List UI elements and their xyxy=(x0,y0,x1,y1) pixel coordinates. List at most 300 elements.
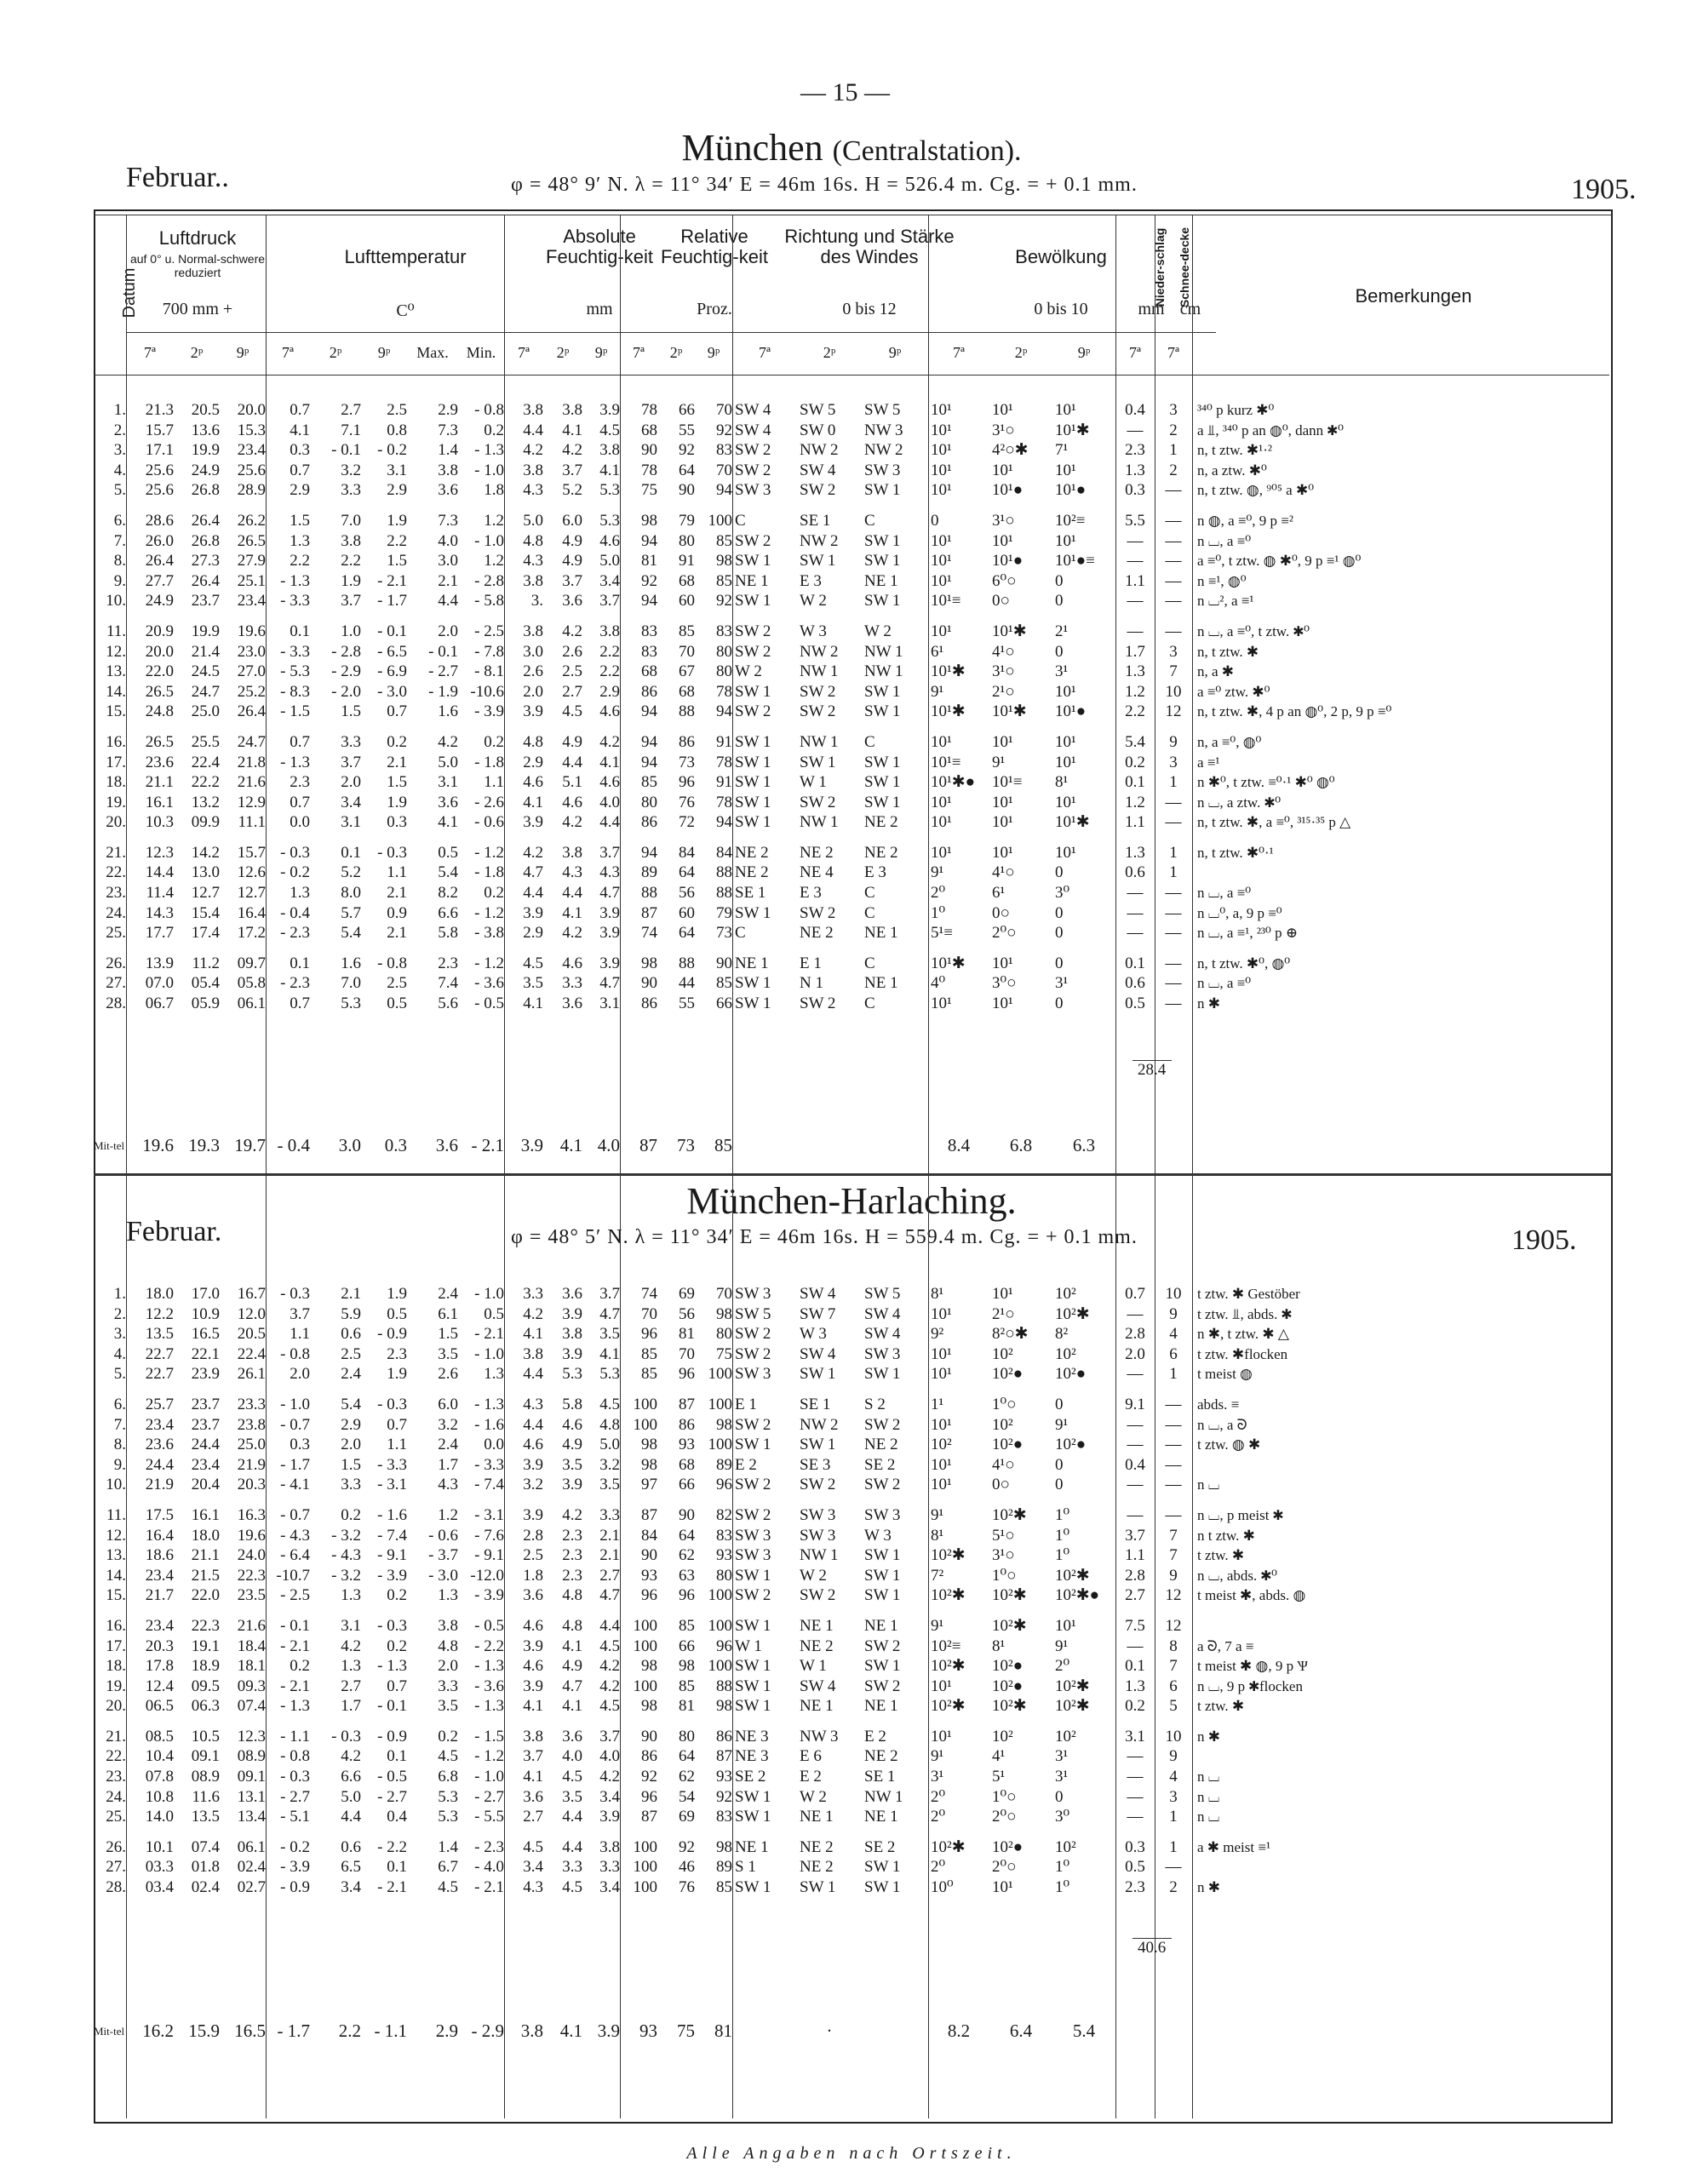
mittel-cell: 6.4 xyxy=(1009,2021,1033,2041)
table-cell: 1.2 xyxy=(484,511,504,530)
table-cell: SW 2 xyxy=(735,531,771,550)
table-cell: t ztw. ⫫, abds. ✱ xyxy=(1197,1305,1293,1322)
table-cell: 86 xyxy=(641,682,657,701)
table-cell: 23.4 xyxy=(237,441,266,460)
subheader-t2: 2ᵖ xyxy=(1014,344,1028,361)
table-cell: 3.8 xyxy=(523,401,543,419)
table-cell: - 0.5 xyxy=(377,1768,407,1786)
table-cell: 24.7 xyxy=(237,732,266,751)
table-cell: 6¹ xyxy=(992,884,1006,903)
table-cell: 10¹≡ xyxy=(931,753,961,771)
table-cell: 92 xyxy=(679,1837,695,1856)
table-cell: - 0.6 xyxy=(428,1526,458,1545)
table-cell: SE 2 xyxy=(864,1837,896,1856)
table-row xyxy=(94,1324,1584,1344)
table-cell: n ⌴ xyxy=(1197,1476,1220,1493)
table-cell: 3.7 xyxy=(599,1285,620,1303)
table-cell: 0.7 xyxy=(1125,1285,1145,1303)
table-cell: - 5.8 xyxy=(474,592,504,610)
table-cell: 12.9 xyxy=(237,793,266,811)
table-cell: 19. xyxy=(106,793,126,811)
table-cell: NW 3 xyxy=(800,1727,839,1745)
table-cell: - 1.2 xyxy=(474,954,504,972)
table-cell: — xyxy=(1127,1787,1144,1806)
table-cell: 0.1 xyxy=(290,622,310,640)
table-cell: SW 2 xyxy=(735,461,771,479)
table-cell: n, t ztw. ✱¹·² xyxy=(1197,442,1273,459)
table-cell: 4.1 xyxy=(523,1768,543,1786)
table-cell: 2.4 xyxy=(438,1436,458,1454)
table-cell: n, t ztw. ◍, ⁹⁰⁵ a ✱⁰ xyxy=(1197,482,1315,499)
table-cell: 18.6 xyxy=(145,1546,174,1565)
table-row xyxy=(94,1677,1584,1697)
table-cell: 2⁰ xyxy=(931,1787,946,1806)
table-cell: 2.5 xyxy=(387,401,407,419)
table-cell: SE 2 xyxy=(735,1768,766,1786)
table-row xyxy=(94,1837,1584,1858)
table-row xyxy=(94,702,1584,722)
table-cell: 24.4 xyxy=(145,1455,174,1474)
table-cell: 4.8 xyxy=(523,732,543,751)
table-row xyxy=(94,1475,1584,1495)
table-cell: NW 1 xyxy=(800,662,839,681)
table-cell: 26.8 xyxy=(191,531,220,550)
table-cell: 24.7 xyxy=(191,682,220,701)
table-cell: a ᘐ, 7 a ≡ xyxy=(1197,1637,1254,1654)
table-cell: 0.5 xyxy=(438,843,458,862)
table-cell: 4.5 xyxy=(438,1878,458,1897)
table-cell: 10.9 xyxy=(191,1304,220,1323)
table-cell: n ✱ xyxy=(1197,1879,1220,1896)
table-cell: SW 1 xyxy=(735,1878,771,1897)
table-cell: n ⌴ xyxy=(1197,1809,1220,1826)
table-cell: 1⁰ xyxy=(1055,1858,1070,1877)
table-cell: — xyxy=(1165,1858,1182,1877)
mittel-cell xyxy=(732,1136,797,1156)
table-cell: 4.4 xyxy=(523,1365,543,1384)
table-cell: SW 1 xyxy=(864,773,901,792)
table-cell: 10¹ xyxy=(992,813,1013,832)
table-cell: 23.3 xyxy=(237,1395,266,1413)
table-cell: SW 1 xyxy=(800,753,836,771)
table-cell: SW 2 xyxy=(800,481,836,500)
table-cell: 0.4 xyxy=(1125,1455,1145,1474)
table-cell: 9¹ xyxy=(1055,1415,1069,1434)
table-cell: 2.9 xyxy=(523,753,543,771)
table-cell: NE 2 xyxy=(800,924,834,943)
table-cell: 25.5 xyxy=(191,732,220,751)
table-cell: 1.8 xyxy=(484,481,504,500)
mittel-cell: 0.3 xyxy=(384,1136,407,1155)
mittel-cell xyxy=(1192,1136,1584,1156)
table-cell: — xyxy=(1165,511,1182,530)
table-cell: 21.8 xyxy=(237,753,266,771)
table-cell: 2.3 xyxy=(290,773,310,792)
table-cell: 6.6 xyxy=(438,903,458,922)
row-gap xyxy=(94,833,1584,843)
table-cell: 9¹ xyxy=(931,682,944,701)
table-cell: 4.8 xyxy=(523,531,543,550)
table-cell: 3.1 xyxy=(1125,1727,1145,1745)
table-cell: 9¹ xyxy=(931,1616,944,1635)
table-cell: 1⁰ xyxy=(931,903,946,922)
table-cell: - 4.3 xyxy=(280,1526,310,1545)
table-cell: 85 xyxy=(679,1616,695,1635)
table-cell: 3.0 xyxy=(438,552,458,570)
table-cell: 3.4 xyxy=(599,1787,620,1806)
table-cell: NE 1 xyxy=(800,1697,834,1716)
table-cell: 4.6 xyxy=(523,1657,543,1676)
table-cell: 10.3 xyxy=(145,813,174,832)
table-cell: 3.6 xyxy=(562,592,582,610)
table-cell: - 0.1 xyxy=(377,622,407,640)
table-cell: — xyxy=(1165,1436,1182,1454)
table-cell: 4.2 xyxy=(562,441,582,460)
table-cell: 2.8 xyxy=(1125,1566,1145,1585)
table-cell: 23. xyxy=(106,884,126,903)
table-cell: 0.1 xyxy=(1125,954,1145,972)
table-cell: NE 3 xyxy=(735,1747,769,1766)
table-cell: 3.9 xyxy=(523,702,543,721)
table-cell: 4.0 xyxy=(562,1747,582,1766)
table-cell: 85 xyxy=(679,1677,695,1695)
header-niederschlag: Nieder-schlag xyxy=(1153,227,1167,307)
table-cell: 3.7 xyxy=(562,461,582,479)
table-cell: 12.4 xyxy=(145,1677,174,1695)
table-cell: 16. xyxy=(106,1616,126,1635)
table-cell: 2.3 xyxy=(387,1344,407,1363)
table-cell: 92 xyxy=(641,571,657,590)
table-cell: 0 xyxy=(1055,954,1064,972)
table-cell: 78 xyxy=(716,793,732,811)
table-cell: 62 xyxy=(679,1546,695,1565)
table-row xyxy=(94,1455,1584,1476)
table-cell: - 3.3 xyxy=(280,592,310,610)
table-cell: 3.8 xyxy=(438,461,458,479)
mittel-cell: - 2.9 xyxy=(471,2021,504,2041)
table-cell: 85 xyxy=(716,1878,732,1897)
table-cell: 9.1 xyxy=(1125,1395,1145,1413)
table-cell: 10¹ xyxy=(931,401,952,419)
table-cell: 78 xyxy=(716,753,732,771)
table-cell: 3.8 xyxy=(523,571,543,590)
table-cell: 2.3 xyxy=(562,1526,582,1545)
table-cell: 0○ xyxy=(992,903,1010,922)
mittel-cell: 85 xyxy=(714,1136,732,1155)
table-cell: 0.1 xyxy=(341,843,361,862)
table-cell: 0.2 xyxy=(290,1657,310,1676)
table-cell: - 1.3 xyxy=(377,1657,407,1676)
mittel-cell: 75 xyxy=(677,2021,695,2041)
table-cell: 55 xyxy=(679,421,695,439)
table-row xyxy=(94,883,1584,903)
header-rel-feucht: Relative Feuchtig-keit xyxy=(661,226,768,267)
table-cell: 88 xyxy=(716,863,732,882)
table-cell: 18.0 xyxy=(191,1526,220,1545)
table-cell: 3.3 xyxy=(599,1505,620,1524)
table-cell: 1. xyxy=(113,1285,126,1303)
table-cell: — xyxy=(1127,903,1144,922)
table-cell: 5.3 xyxy=(562,1365,582,1384)
table-cell: — xyxy=(1127,1476,1144,1494)
table-cell: E 1 xyxy=(735,1395,757,1413)
table-cell: — xyxy=(1127,622,1144,640)
table-cell: 21.5 xyxy=(191,1566,220,1585)
subheader-max: Max. xyxy=(416,344,449,361)
table-cell: 17.2 xyxy=(237,924,266,943)
table-cell: 10¹ xyxy=(1055,461,1076,479)
table-cell: 6. xyxy=(113,511,126,530)
table-cell: 86 xyxy=(641,1747,657,1766)
table-cell: 90 xyxy=(716,954,732,972)
table-cell: NE 1 xyxy=(864,1616,898,1635)
table-cell: 0.5 xyxy=(1125,1858,1145,1877)
table-row xyxy=(94,480,1584,501)
table-cell: E 2 xyxy=(864,1727,886,1745)
table-cell: 10¹ xyxy=(931,1415,952,1434)
table-cell: 1.3 xyxy=(1125,662,1145,681)
table-cell: - 0.9 xyxy=(377,1727,407,1745)
table-cell: 3.9 xyxy=(562,1304,582,1323)
table-cell: 25.2 xyxy=(237,682,266,701)
table-cell: 100 xyxy=(633,1837,657,1856)
header-bew-unit: 0 bis 10 xyxy=(1034,300,1088,318)
table-cell: 1.6 xyxy=(341,954,361,972)
table-cell: 14. xyxy=(106,682,126,701)
table-cell: 9¹ xyxy=(992,753,1006,771)
table-cell: 23.4 xyxy=(145,1415,174,1434)
table-cell: 4.6 xyxy=(523,1436,543,1454)
table-cell: 26.4 xyxy=(191,571,220,590)
table-cell: 11.4 xyxy=(146,884,174,903)
table-cell: 0.7 xyxy=(290,732,310,751)
table-cell: 4. xyxy=(113,1344,126,1363)
table-cell: 73 xyxy=(716,924,732,943)
table-cell: 98 xyxy=(641,1455,657,1474)
table-cell: E 6 xyxy=(800,1747,822,1766)
header-nied-unit: mm xyxy=(1138,300,1165,318)
table-cell: 3⁰○ xyxy=(992,974,1017,993)
table-cell: 10¹ xyxy=(1055,732,1076,751)
table-cell: SW 4 xyxy=(800,1285,836,1303)
table-cell: 100 xyxy=(633,1637,657,1655)
mittel-row-1 xyxy=(94,1136,1584,1156)
table-cell: 1.0 xyxy=(341,622,361,640)
mittel-cell: 16.5 xyxy=(234,2021,266,2041)
table-cell: SW 1 xyxy=(735,682,771,701)
table-cell: 2.5 xyxy=(341,1344,361,1363)
table-cell: 4.4 xyxy=(599,1616,620,1635)
mittel-cell xyxy=(1155,1136,1192,1156)
table-cell: 3⁰ xyxy=(1055,1808,1070,1826)
table-cell: - 1.3 xyxy=(474,1697,504,1716)
table-cell: 10¹ xyxy=(931,1344,952,1363)
table-cell: NE 1 xyxy=(800,1616,834,1635)
table-cell: 19.1 xyxy=(191,1637,220,1655)
table-cell: 85 xyxy=(641,773,657,792)
table-cell: 22.3 xyxy=(237,1566,266,1585)
table-row xyxy=(94,1304,1584,1325)
table-cell: 3¹○ xyxy=(992,1546,1015,1565)
table-cell: 4.2 xyxy=(523,1304,543,1323)
table-cell: 2.6 xyxy=(562,642,582,661)
table-cell: 90 xyxy=(641,1546,657,1565)
table-cell: n, t ztw. ✱, a ≡⁰, ³¹⁵·³⁵ p △ xyxy=(1197,814,1351,831)
table-cell: 3.4 xyxy=(599,1878,620,1897)
table-cell: 0.2 xyxy=(387,1586,407,1605)
table-row xyxy=(94,1857,1584,1877)
table-cell: SW 3 xyxy=(800,1526,836,1545)
table-cell: - 7.4 xyxy=(377,1526,407,1545)
table-cell: 23.9 xyxy=(191,1365,220,1384)
table-cell: 7.4 xyxy=(438,974,458,993)
station-name-1: München xyxy=(681,127,823,169)
table-cell: 16.1 xyxy=(191,1505,220,1524)
table-cell: 0 xyxy=(1055,1787,1064,1806)
table-cell: 8.2 xyxy=(438,884,458,903)
table-cell: 3.8 xyxy=(599,1837,620,1856)
table-cell: 4¹○ xyxy=(992,1455,1015,1474)
table-cell: - 2.6 xyxy=(474,793,504,811)
table-cell: — xyxy=(1165,793,1182,811)
table-cell: 96 xyxy=(679,1586,695,1605)
table-cell: - 0.8 xyxy=(377,954,407,972)
table-cell: 1 xyxy=(1169,863,1178,882)
table-cell: 10¹ xyxy=(931,421,952,439)
table-cell: SW 1 xyxy=(735,1697,771,1716)
table-row xyxy=(94,1696,1584,1717)
table-cell: 3.6 xyxy=(562,1727,582,1745)
table-cell: 11. xyxy=(106,1505,126,1524)
table-cell: n ⌴ xyxy=(1197,1788,1220,1805)
table-cell: 3.2 xyxy=(438,1415,458,1434)
table-cell: 0.1 xyxy=(387,1747,407,1766)
table-cell: 10¹≡ xyxy=(931,592,961,610)
mittel-cell: 81 xyxy=(714,2021,732,2041)
mittel-cell: 3.6 xyxy=(435,1136,458,1155)
mittel-label: Mit-tel xyxy=(94,2024,125,2038)
mittel-cell: 8.4 xyxy=(947,1136,971,1155)
table-cell: 12.3 xyxy=(145,843,174,862)
table-cell: 4.4 xyxy=(523,421,543,439)
table-cell: 0 xyxy=(1055,642,1064,661)
table-cell: 5.7 xyxy=(341,903,361,922)
table-cell: 0 xyxy=(1055,1476,1064,1494)
table-cell: 85 xyxy=(641,1365,657,1384)
table-cell: - 7.8 xyxy=(474,642,504,661)
table-cell: 1.3 xyxy=(1125,461,1145,479)
table-cell: 63 xyxy=(679,1566,695,1585)
subheader-t9: 9ᵖ xyxy=(707,344,720,361)
table-cell: — xyxy=(1127,1415,1144,1434)
table-cell: 5.0 xyxy=(438,753,458,771)
row-gap xyxy=(94,722,1584,732)
table-cell: NE 1 xyxy=(800,1808,834,1826)
table-cell: — xyxy=(1165,571,1182,590)
table-cell: 06.5 xyxy=(145,1697,174,1716)
table-cell: 5.8 xyxy=(438,924,458,943)
table-cell: 2.1 xyxy=(599,1546,620,1565)
table-cell: C xyxy=(864,884,875,903)
table-cell: 0○ xyxy=(992,1476,1010,1494)
table-row xyxy=(94,440,1584,461)
table-cell: 2.7 xyxy=(341,401,361,419)
table-cell: NE 2 xyxy=(800,843,834,862)
table-cell: 4.4 xyxy=(562,884,582,903)
table-cell: 02.7 xyxy=(237,1878,266,1897)
table-cell: 22.4 xyxy=(191,753,220,771)
table-cell: 9. xyxy=(113,1455,126,1474)
table-cell: 78 xyxy=(641,461,657,479)
table-cell: 6⁰○ xyxy=(992,571,1017,590)
table-cell: 3.8 xyxy=(523,622,543,640)
table-cell: - 1.8 xyxy=(474,863,504,882)
table-cell: SW 2 xyxy=(735,1586,771,1605)
table-row xyxy=(94,1807,1584,1827)
table-cell: 10¹ xyxy=(992,793,1013,811)
table-cell: 85 xyxy=(679,622,695,640)
table-cell: 23.7 xyxy=(191,1415,220,1434)
table-cell: 4.5 xyxy=(562,702,582,721)
table-cell: 4.3 xyxy=(523,1878,543,1897)
table-cell: 1.1 xyxy=(290,1325,310,1344)
table-cell: NW 1 xyxy=(800,1546,839,1565)
table-cell: 79 xyxy=(679,511,695,530)
row-gap xyxy=(94,611,1584,622)
table-cell: 9¹ xyxy=(931,863,944,882)
table-cell: 10¹● xyxy=(1055,481,1087,500)
table-cell: t ztw. ✱ Gestöber xyxy=(1197,1286,1300,1302)
table-cell: 10²≡ xyxy=(1055,511,1086,530)
table-cell: 75 xyxy=(716,1344,732,1363)
table-cell: 4.1 xyxy=(438,813,458,832)
table-cell: 1.3 xyxy=(1125,843,1145,862)
precip-total-2: 40.6 xyxy=(1138,1939,1167,1957)
table-cell: 06.1 xyxy=(237,1837,266,1856)
table-cell: 23.6 xyxy=(145,753,174,771)
table-cell: 17. xyxy=(106,753,126,771)
table-cell: 2. xyxy=(113,421,126,439)
table-cell: 25.7 xyxy=(145,1395,174,1413)
table-cell: — xyxy=(1165,1505,1182,1524)
table-cell: SW 2 xyxy=(864,1415,901,1434)
subheader-t2: 2ᵖ xyxy=(190,344,204,361)
table-cell: 3.2 xyxy=(599,1455,620,1474)
table-cell: 1.5 xyxy=(341,702,361,721)
table-cell: 4.2 xyxy=(599,1768,620,1786)
table-cell: 26.4 xyxy=(191,511,220,530)
table-cell: 83 xyxy=(641,642,657,661)
header-datum: Datum xyxy=(120,267,139,318)
table-cell: SW 1 xyxy=(864,552,901,570)
table-cell: 4.5 xyxy=(523,1837,543,1856)
table-cell: 54 xyxy=(679,1787,695,1806)
subheader-min: Min. xyxy=(466,344,496,361)
table-cell: 4.2 xyxy=(523,441,543,460)
table-cell: SW 2 xyxy=(800,995,836,1013)
table-cell: 23.0 xyxy=(237,642,266,661)
table-cell: 16.3 xyxy=(237,1505,266,1524)
table-cell: 20.3 xyxy=(145,1637,174,1655)
table-cell: 8¹ xyxy=(931,1526,944,1545)
table-cell: - 0.9 xyxy=(280,1878,310,1897)
table-cell: SW 1 xyxy=(735,773,771,792)
table-cell: 3. xyxy=(113,1325,126,1344)
table-row xyxy=(94,793,1584,813)
table-cell: 10² xyxy=(992,1344,1013,1363)
table-cell: n ⌴⁰, a, 9 p ≡⁰ xyxy=(1197,904,1282,921)
table-row xyxy=(94,1415,1584,1436)
